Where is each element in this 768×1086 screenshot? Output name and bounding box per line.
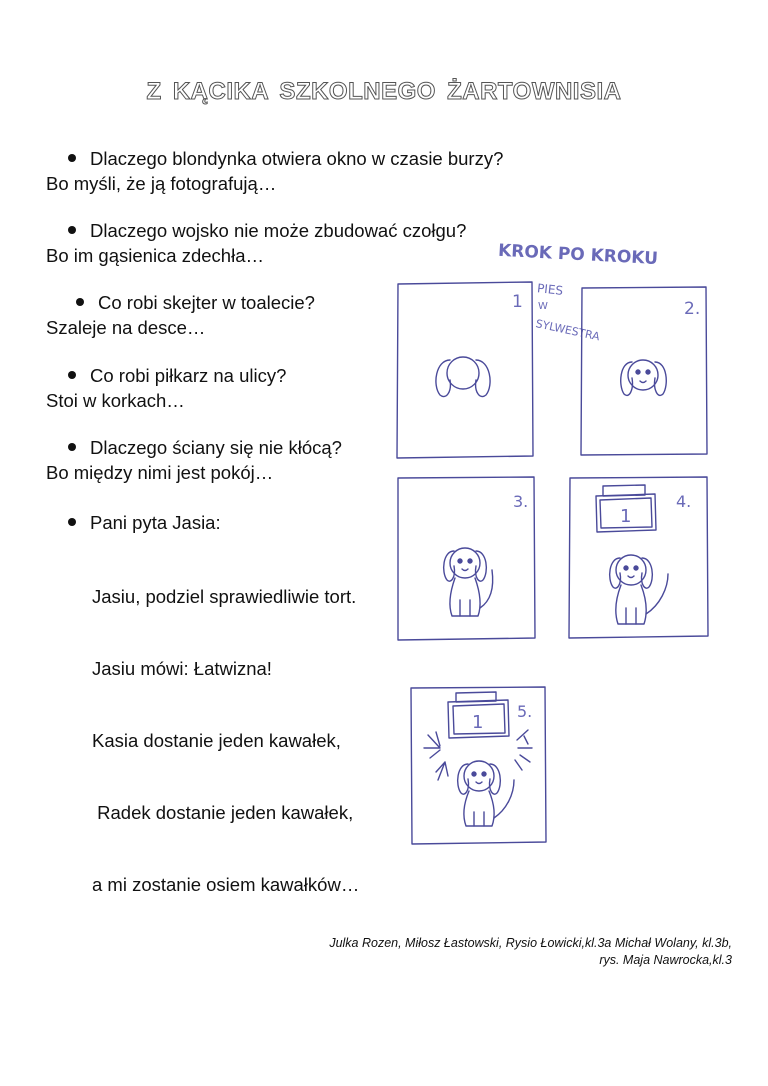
- dog-sitting: [610, 555, 668, 624]
- joke-question-text: Dlaczego blondynka otwiera okno w czasie burzy?: [90, 148, 504, 169]
- calendar-icon: [448, 692, 509, 738]
- joke-question-text: Dlaczego ściany się nie kłócą?: [90, 437, 342, 458]
- credits-line: rys. Maja Nawrocka,kl.3: [599, 953, 732, 967]
- dog-head-outline: [436, 357, 490, 397]
- calendar-icon: [596, 485, 656, 532]
- joke-question-text: Dlaczego wojsko nie może zbudować czołgu?: [90, 220, 467, 241]
- dog-sitting: [458, 761, 514, 826]
- page-title: Z KĄCIKA SZKOLNEGO ŻARTOWNISIA: [146, 78, 622, 105]
- credits: [329, 935, 732, 969]
- dog-sitting: [444, 548, 493, 616]
- joke-answer: Bo im gąsienica zdechła…: [46, 245, 264, 266]
- credits-line: Julka Rozen, Miłosz Łastowski, Rysio Łowicki,kl.3a Michał Wolany, kl.3b,: [329, 936, 732, 950]
- story-line: Jasiu mówi: Łatwizna!: [92, 658, 272, 679]
- joke-answer: Stoi w korkach…: [46, 390, 185, 411]
- joke-answer: Szaleje na desce…: [46, 317, 206, 338]
- panel-number: 1: [512, 292, 523, 312]
- story-line: a mi zostanie osiem kawałków…: [92, 874, 360, 895]
- comic-subtitle-line: W: [538, 301, 548, 312]
- panel-number: 4.: [676, 492, 692, 511]
- panel-number: 3.: [513, 492, 529, 511]
- story-line: Jasiu, podziel sprawiedliwie tort.: [92, 586, 357, 607]
- joke-question-text: Co robi skejter w toalecie?: [98, 292, 315, 313]
- calendar-label: 1: [620, 506, 632, 527]
- joke-answer: Bo między nimi jest pokój…: [46, 462, 274, 483]
- story-line: Radek dostanie jeden kawałek,: [92, 802, 354, 823]
- dog-head: [621, 360, 667, 395]
- comic-subtitle-line: PIES: [536, 281, 564, 298]
- calendar-label: 1: [472, 712, 484, 733]
- joke-answer: Bo myśli, że ją fotografują…: [46, 173, 277, 194]
- panel-number: 2.: [684, 299, 701, 319]
- comic-subtitle-line: SYLWESTRA: [534, 317, 601, 344]
- comic-heading: KROK PO KROKU: [497, 240, 659, 270]
- joke-question-text: Co robi piłkarz na ulicy?: [90, 365, 287, 386]
- story-intro-text: Pani pyta Jasia:: [90, 512, 221, 533]
- panel-number: 5.: [517, 702, 533, 721]
- story-line: Kasia dostanie jeden kawałek,: [92, 730, 341, 751]
